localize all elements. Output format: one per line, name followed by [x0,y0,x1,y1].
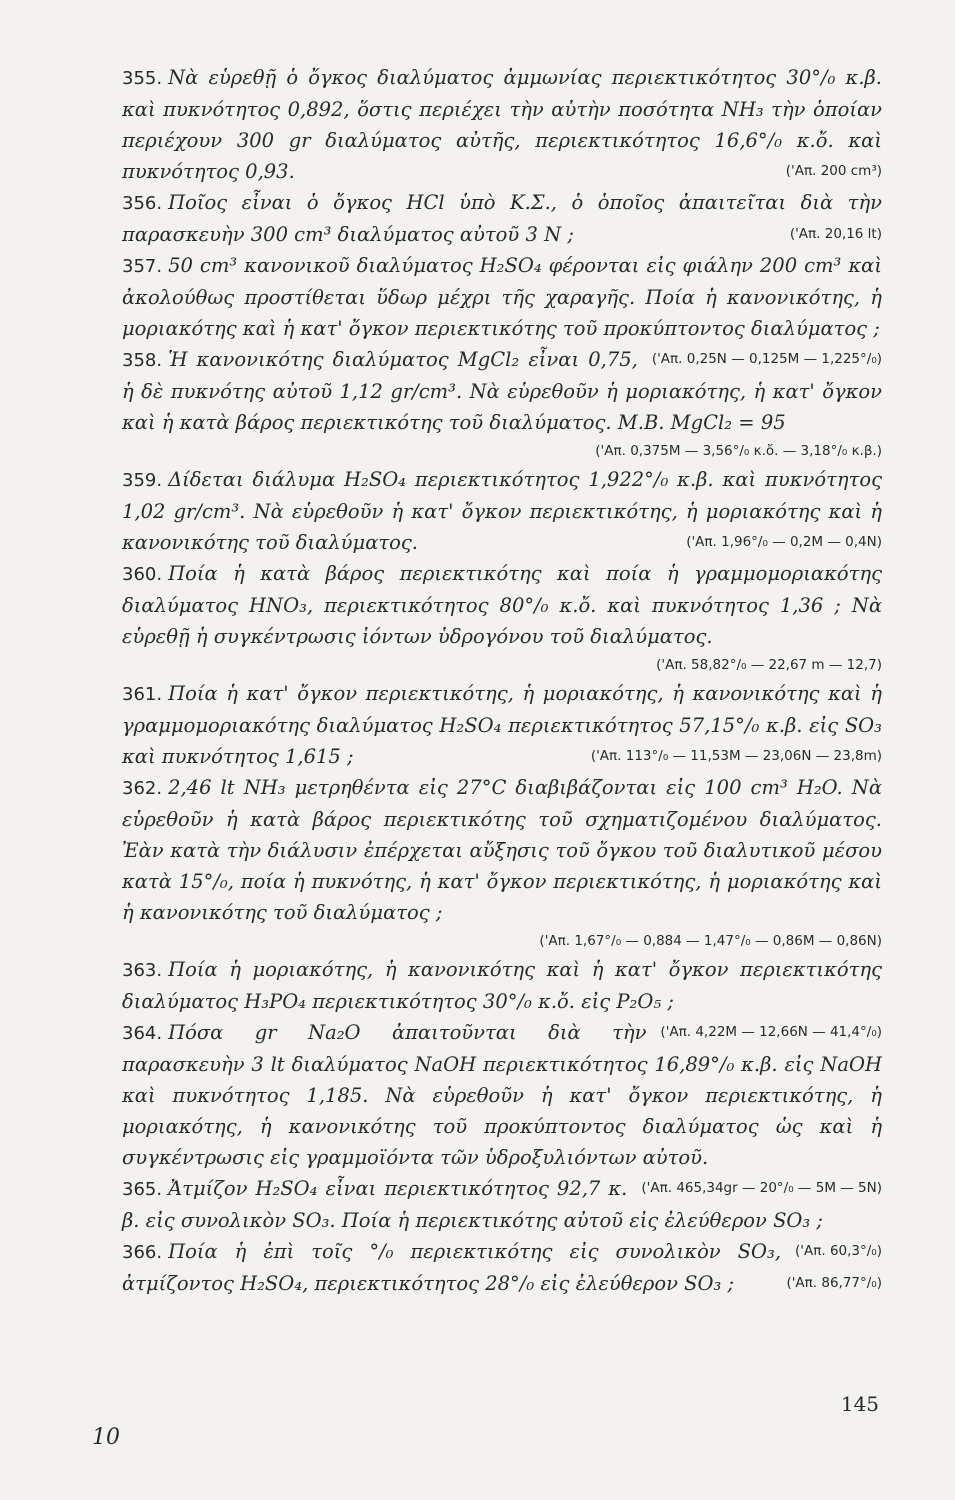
page-number: 145 [840,1392,879,1416]
problem-362 [122,772,882,954]
problem-number: 361. [122,684,163,705]
problem-361 [122,678,882,772]
problem-text: Πόσα gr Na₂O ἀπαιτοῦνται διὰ τὴν παρασκευὴν 3 lt διαλύματος NaOH περιεκτικότητος 16,89°/₀ κ.β. εἰς NaOH καὶ πυκνότητος 1,185. Νὰ εὑρεθοῦν ἡ κατ' ὄγκον περιεκτικότης, ἡ μοριακότης, ἡ κανονικότης τοῦ προκύπτοντος διαλύματος ὡς καὶ ἡ συγκέντρωσις εἰς γραμμοϊόντα τῶν ὑδροξυλιόντων αὐτοῦ. [122,1021,882,1169]
problem-number: 363. [122,960,163,981]
problem-answer: ('Απ. 58,82°/₀ — 22,67 m — 12,7) [656,657,882,673]
problem-356 [122,187,882,250]
problem-answer: ('Απ. 0,375M — 3,56°/₀ κ.ὄ. — 3,18°/₀ κ.β.) [595,443,882,459]
problem-text: Ἡ κανονικότης διαλύματος MgCl₂ εἶναι 0,75, ἡ δὲ πυκνότης αὐτοῦ 1,12 gr/cm³. Νὰ εὑρεθοῦν ἡ μοριακότης, ἡ κατ' ὄγκον καὶ ἡ κατὰ βάρος περιεκτικότης τοῦ διαλύματος. Μ.Β. MgCl₂ = 95 [122,348,882,434]
problem-answer: ('Απ. 1,96°/₀ — 0,2M — 0,4N) [686,534,882,550]
problem-text: Ποῖος εἶναι ὁ ὄγκος HCl ὑπὸ Κ.Σ., ὁ ὁποῖος ἀπαιτεῖται διὰ τὴν παρασκευὴν 300 cm³ διαλύματος αὐτοῦ 3 N ; [122,191,882,246]
problem-number: 356. [122,193,163,214]
problem-number: 362. [122,778,163,799]
problem-answer: ('Απ. 20,16 lt) [789,226,882,242]
problem-number: 359. [122,470,163,491]
problem-359 [122,464,882,558]
problem-text: 50 cm³ κανονικοῦ διαλύματος H₂SO₄ φέρονται εἰς φιάλην 200 cm³ καὶ ἀκολούθως προστίθεται ὕδωρ μέχρι τῆς χαραγῆς. Ποία ἡ κανονικότης, ἡ μοριακότης καὶ ἡ κατ' ὄγκον περιεκτικότης τοῦ προκύπτοντος διαλύματος ; [122,254,882,340]
problem-answer: ('Απ. 4,22M — 12,66N — 41,4°/₀) [660,1024,882,1040]
problem-366 [122,1236,882,1299]
problem-text: Δίδεται διάλυμα H₂SO₄ περιεκτικότητος 1,922°/₀ κ.β. καὶ πυκνότητος 1,02 gr/cm³. Νὰ εὑρεθοῦν ἡ κατ' ὄγκον περιεκτικότης, ἡ μοριακότης καὶ ἡ κανονικότης τοῦ διαλύματος. [122,468,882,554]
signature-mark: 10 [92,1425,120,1450]
problem-answer: ('Απ. 60,3°/₀) [795,1243,882,1259]
problem-text: Ποία ἡ μοριακότης, ἡ κανονικότης καὶ ἡ κατ' ὄγκον περιεκτικότης διαλύματος H₃PO₄ περιεκτικότητος 30°/₀ κ.ὄ. εἰς P₂O₅ ; [122,958,882,1013]
problem-answer: ('Απ. 0,25N — 0,125M — 1,225°/₀) [651,351,882,367]
problem-number: 364. [122,1023,163,1044]
problem-text: 2,46 lt NH₃ μετρηθέντα εἰς 27°C διαβιβάζονται εἰς 100 cm³ H₂O. Νὰ εὑρεθοῦν ἡ κατὰ βάρος περιεκτικότης τοῦ σχηματιζομένου διαλύματος. Ἐὰν κατὰ τὴν διάλυσιν ἐπέρχεται αὔξησις τοῦ ὄγκου τοῦ διαλυτικοῦ μέσου κατὰ 15°/₀, ποία ἡ πυκνότης, ἡ κατ' ὄγκον περιεκτικότης, ἡ μοριακότης καὶ ἡ κανονικότης τοῦ διαλύματος ; [122,776,882,924]
problem-answer: ('Απ. 1,67°/₀ — 0,884 — 1,47°/₀ — 0,86M — 0,86N) [539,933,882,949]
problem-360 [122,558,882,678]
problem-answer: ('Απ. 200 cm³) [785,163,882,179]
problem-text: Ποία ἡ κατὰ βάρος περιεκτικότης καὶ ποία ἡ γραμμομοριακότης διαλύματος HNO₃, περιεκτικότητος 80°/₀ κ.ὄ. καὶ πυκνότητος 1,36 ; Νὰ εὑρεθῇ ἡ συγκέντρωσις ἰόντων ὑδρογόνου τοῦ διαλύματος. [122,562,882,648]
problem-text: Ποία ἡ ἐπὶ τοῖς °/₀ περιεκτικότης εἰς συνολικὸν SO₃, ἀτμίζοντος H₂SO₄, περιεκτικότητος 28°/₀ εἰς ἐλεύθερον SO₃ ; [122,1240,782,1295]
problem-answer: ('Απ. 86,77°/₀) [786,1275,882,1291]
problem-text: Ἀτμίζον H₂SO₄ εἶναι περιεκτικότητος 92,7 κ. β. εἰς συνολικὸν SO₃. Ποία ἡ περιεκτικότης αὐτοῦ εἰς ἐλεύθερον SO₃ ; [122,1177,824,1232]
problem-355 [122,62,882,187]
problem-text: Νὰ εὑρεθῇ ὁ ὄγκος διαλύματος ἀμμωνίας περιεκτικότητος 30°/₀ κ.β. καὶ πυκνότητος 0,892, ὅστις περιέχει τὴν αὐτὴν ποσότητα NH₃ τὴν ὁποίαν περιέχουν 300 gr διαλύματος αὐτῆς, περιεκτικότητος 16,6°/₀ κ.ὄ. καὶ πυκνότητος 0,93. [122,66,882,183]
problem-answer: ('Απ. 465,34gr — 20°/₀ — 5M — 5N) [641,1180,882,1196]
problem-list [122,62,882,1299]
problem-number: 355. [122,68,163,89]
problem-text: Ποία ἡ κατ' ὄγκον περιεκτικότης, ἡ μοριακότης, ἡ κανονικότης καὶ ἡ γραμμομοριακότης διαλύματος H₂SO₄ περιεκτικότητος 57,15°/₀ κ.β. εἰς SO₃ καὶ πυκνότητος 1,615 ; [122,682,882,768]
problem-answer: ('Απ. 113°/₀ — 11,53M — 23,06N — 23,8m) [590,748,882,764]
problem-number: 358. [122,350,163,371]
problem-number: 357. [122,256,163,277]
problem-number: 360. [122,564,163,585]
problem-number: 365. [122,1179,163,1200]
problem-number: 366. [122,1242,163,1263]
